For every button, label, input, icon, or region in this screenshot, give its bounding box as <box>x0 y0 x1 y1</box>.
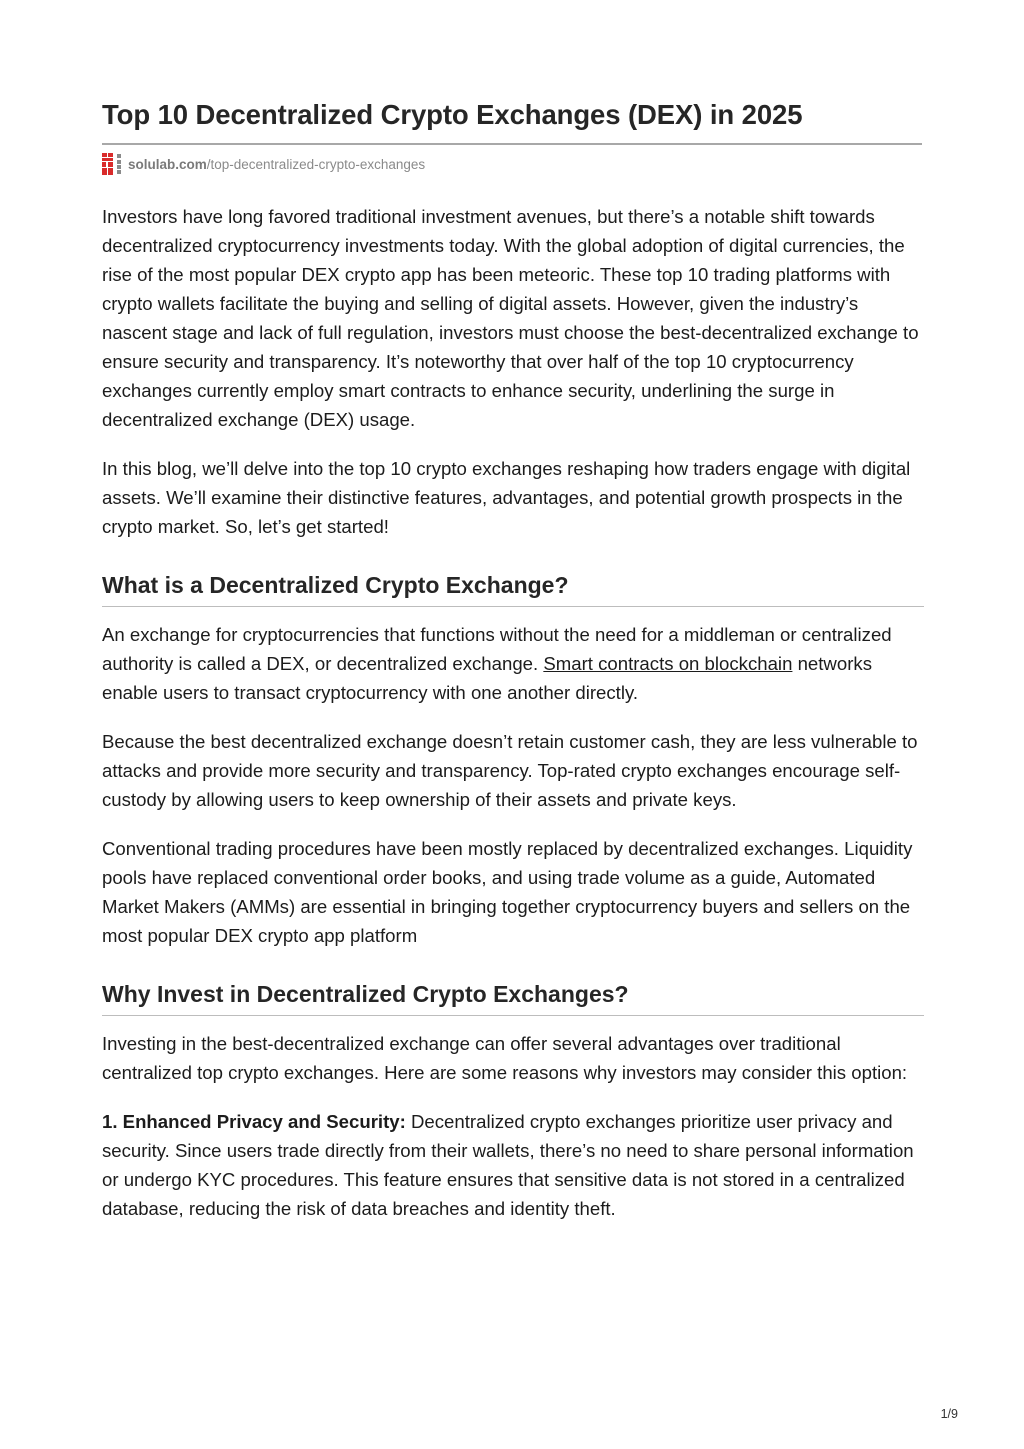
section-heading-what-is-dex: What is a Decentralized Crypto Exchange? <box>102 570 924 607</box>
list-item-1-text: Decentralized crypto exchanges prioritize user privacy and security. Since users trade directly from their wallets, there’s no need to share personal information or undergo KYC procedures. This feature ensures that sensitive data is not stored in a centralized database, reducing the risk of data breaches and identity theft. <box>102 1111 914 1219</box>
intro-paragraph-2: In this blog, we’ll delve into the top 10 crypto exchanges reshaping how traders engage with digital assets. We’ll examine their distinctive features, advantages, and potential growth prospects in the crypto market. So, let’s get started! <box>102 458 911 537</box>
section1-paragraph-2: Because the best decentralized exchange doesn’t retain customer cash, they are less vulnerable to attacks and provide more security and transparency. Top-rated crypto exchanges encourage self-custody by allowing users to keep ownership of their assets and private keys. <box>102 731 918 810</box>
article-title: Top 10 Decentralized Crypto Exchanges (DEX) in 2025 <box>102 99 803 130</box>
intro-paragraph-1: Investors have long favored traditional investment avenues, but there’s a notable shift towards decentralized cryptocurrency investments today. With the global adoption of digital currencies, the rise of the most popular DEX crypto app has been meteoric. These top 10 trading platforms with crypto wallets facilitate the buying and selling of digital assets. However, given the industry’s nascent stage and lack of full regulation, investors must choose the best-decentralized exchange to ensure security and transparency. It’s noteworthy that over half of the top 10 cryptocurrency exchanges currently employ smart contracts to enhance security, underlining the surge in decentralized exchange (DEX) usage. <box>102 206 919 430</box>
section1-paragraph-3: Conventional trading procedures have been mostly replaced by decentralized exchanges. Liquidity pools have replaced conventional order books, and using trade volume as a guide, Automated Market Makers (AMMs) are essential in bringing together cryptocurrency buyers and sellers on the most popular DEX crypto app platform <box>102 838 913 946</box>
section1-p1-text-before: An exchange for cryptocurrencies that functions without the need for a middleman or centralized authority is called a DEX, or decentralized exchange. <box>102 624 892 674</box>
section-heading-why-invest: Why Invest in Decentralized Crypto Exchanges? <box>102 979 924 1016</box>
list-item-1-label: 1. Enhanced Privacy and Security: <box>102 1111 406 1132</box>
section1-paragraph-1 <box>102 620 924 707</box>
section1-p1-text-after: networks enable users to transact cryptocurrency with one another directly. <box>102 653 872 703</box>
source-line <box>102 152 425 176</box>
page-number: 1/9 <box>940 1407 958 1421</box>
section2-paragraph-1: Investing in the best-decentralized exchange can offer several advantages over traditional centralized top crypto exchanges. Here are some reasons why investors may consider this option: <box>102 1033 908 1083</box>
title-divider <box>102 143 922 145</box>
source-domain: solulab.com <box>128 156 207 172</box>
source-url[interactable] <box>128 157 425 172</box>
article-body <box>102 202 924 1243</box>
source-path: /top-decentralized-crypto-exchanges <box>206 156 426 172</box>
section2-list-item-1 <box>102 1107 924 1223</box>
smart-contracts-link[interactable]: Smart contracts on blockchain <box>543 653 793 674</box>
solulab-logo-icon <box>102 153 124 175</box>
